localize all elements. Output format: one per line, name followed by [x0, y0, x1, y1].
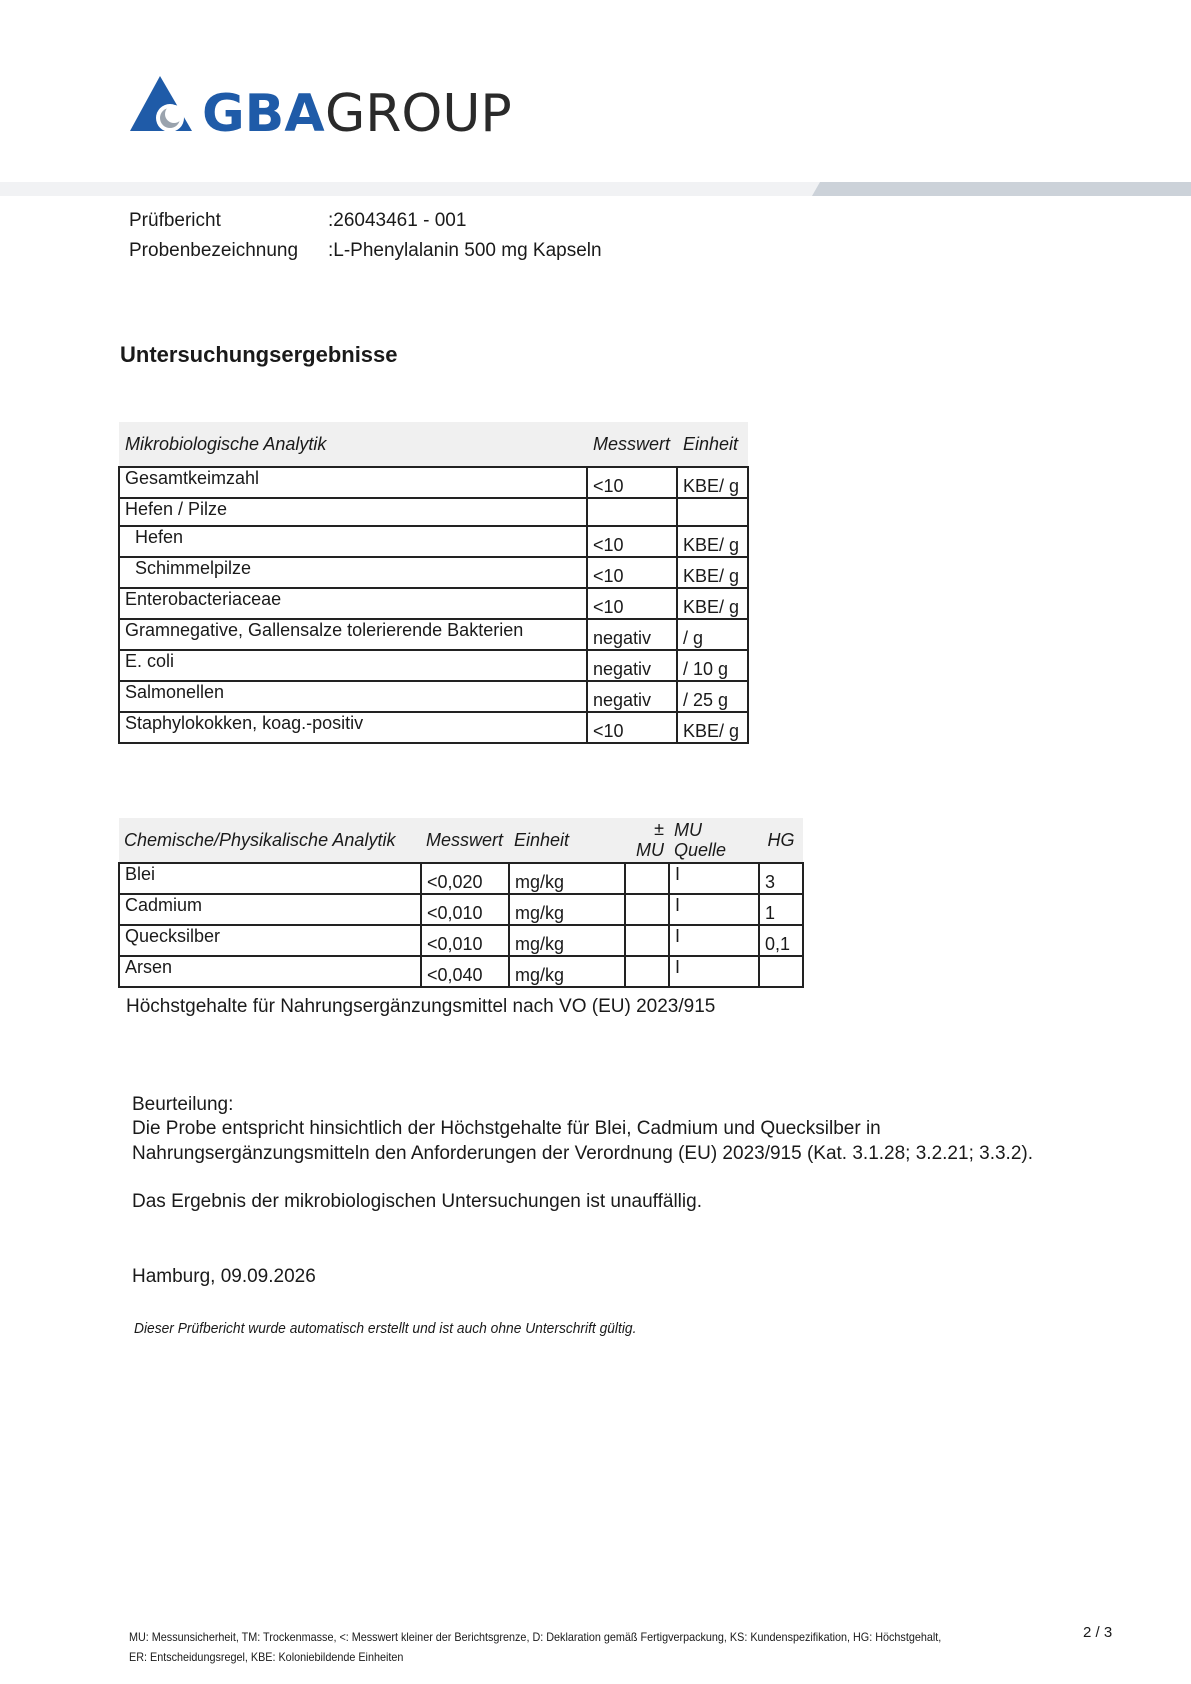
micro-value: negativ	[593, 628, 652, 648]
auto-generated-note: Dieser Prüfbericht wurde automatisch erstellt und ist auch ohne Unterschrift gültig.	[134, 1320, 637, 1337]
report-number-value: :26043461 - 001	[328, 210, 467, 231]
micro-header-row	[119, 422, 748, 467]
table-row	[119, 681, 748, 712]
micro-unit: / g	[683, 628, 704, 648]
micro-unit	[683, 499, 742, 507]
micro-name: Salmonellen	[119, 681, 587, 712]
chem-name: Cadmium	[119, 894, 421, 925]
table-row	[119, 863, 803, 894]
sample-name-value: :L-Phenylalanin 500 mg Kapseln	[328, 240, 602, 261]
chem-mu	[625, 956, 669, 987]
micro-name: Enterobacteriaceae	[119, 588, 587, 619]
chem-unit: mg/kg	[515, 934, 565, 954]
gba-logo-mark-icon	[130, 76, 530, 136]
table-row	[119, 894, 803, 925]
logo-text-group: GROUP	[325, 84, 512, 136]
micro-name: Schimmelpilze	[119, 557, 587, 588]
micro-value: negativ	[593, 659, 652, 679]
micro-value: <10	[593, 535, 624, 555]
section-title: Untersuchungsergebnisse	[120, 342, 398, 367]
micro-name: E. coli	[119, 650, 587, 681]
micro-name: Hefen	[119, 526, 587, 557]
chem-header-unit: Einheit	[509, 818, 625, 863]
micro-unit: / 10 g	[683, 659, 729, 679]
micro-name: Staphylokokken, koag.-positiv	[119, 712, 587, 743]
chem-mu-source: I	[669, 956, 759, 987]
chem-name: Quecksilber	[119, 925, 421, 956]
logo-text-gba: GBA	[202, 84, 325, 136]
chem-header-analysis: Chemische/Physikalische Analytik	[119, 818, 421, 863]
table-row	[119, 588, 748, 619]
micro-header-value: Messwert	[587, 422, 677, 467]
table-row	[119, 619, 748, 650]
gba-group-logo	[130, 76, 530, 141]
micro-unit: KBE/ g	[683, 597, 740, 617]
header-band	[0, 182, 1191, 198]
micro-unit: KBE/ g	[683, 476, 740, 496]
table-row	[119, 956, 803, 987]
chem-unit: mg/kg	[515, 965, 565, 985]
chem-header-hg: HG	[759, 818, 803, 863]
micro-value: <10	[593, 721, 624, 741]
chem-value: <0,010	[427, 934, 483, 954]
micro-value	[593, 499, 671, 507]
chem-mu-source: I	[669, 863, 759, 894]
report-number-label: Prüfbericht	[129, 210, 221, 231]
table-row	[119, 557, 748, 588]
chem-header-row	[119, 818, 803, 863]
micro-unit: / 25 g	[683, 690, 729, 710]
chem-header-value: Messwert	[421, 818, 509, 863]
micro-value: <10	[593, 566, 624, 586]
chem-value: <0,010	[427, 903, 483, 923]
table-row	[119, 925, 803, 956]
chem-mu	[625, 894, 669, 925]
chem-name: Blei	[119, 863, 421, 894]
chem-mu-source: I	[669, 894, 759, 925]
max-levels-note: Höchstgehalte für Nahrungsergänzungsmittel nach VO (EU) 2023/915	[126, 996, 716, 1017]
chem-table	[118, 818, 804, 988]
micro-value: <10	[593, 476, 624, 496]
micro-unit: KBE/ g	[683, 535, 740, 555]
micro-value: <10	[593, 597, 624, 617]
micro-header-unit: Einheit	[677, 422, 748, 467]
chem-unit: mg/kg	[515, 903, 565, 923]
place-date: Hamburg, 09.09.2026	[132, 1266, 316, 1287]
micro-name: Gramnegative, Gallensalze tolerierende Bakterien	[119, 619, 587, 650]
chem-mu	[625, 925, 669, 956]
chem-hg: 1	[765, 903, 776, 923]
micro-name: Gesamtkeimzahl	[119, 467, 587, 498]
footer-line-2: ER: Entscheidungsregel, KBE: Koloniebildende Einheiten	[129, 1650, 404, 1664]
table-row	[119, 650, 748, 681]
table-row	[119, 526, 748, 557]
chem-hg: 0,1	[765, 934, 791, 954]
table-row	[119, 467, 748, 498]
sample-name-label: Probenbezeichnung	[129, 240, 299, 261]
chem-value: <0,020	[427, 872, 483, 892]
chem-value: <0,040	[427, 965, 483, 985]
micro-result-text: Das Ergebnis der mikrobiologischen Untersuchungen ist unauffällig.	[132, 1191, 702, 1212]
micro-unit: KBE/ g	[683, 721, 740, 741]
chem-name: Arsen	[119, 956, 421, 987]
footer-line-1: MU: Messunsicherheit, TM: Trockenmasse, <: Messwert kleiner der Berichtsgrenze, D: Deklaration gemäß Fertigverpackung, KS: Kundenspezifikation, HG: Höchstgehalt,	[129, 1630, 942, 1644]
chem-header-mu-source: MU Quelle	[669, 818, 759, 863]
page-number: 2 / 3	[1083, 1624, 1113, 1641]
assessment-line-1: Die Probe entspricht hinsichtlich der Höchstgehalte für Blei, Cadmium und Quecksilber in	[132, 1118, 881, 1139]
chem-mu-source: I	[669, 925, 759, 956]
table-row	[119, 498, 748, 526]
chem-hg: 3	[765, 872, 776, 892]
micro-name: Hefen / Pilze	[119, 498, 587, 526]
micro-value: negativ	[593, 690, 652, 710]
chem-header-mu: ± MU	[625, 818, 669, 863]
assessment-line-2: Nahrungsergänzungsmitteln den Anforderungen der Verordnung (EU) 2023/915 (Kat. 3.1.28; 3.2.21; 3.3.2).	[132, 1143, 1033, 1164]
table-row	[119, 712, 748, 743]
chem-unit: mg/kg	[515, 872, 565, 892]
chem-mu	[625, 863, 669, 894]
micro-header-analysis: Mikrobiologische Analytik	[119, 422, 587, 467]
micro-unit: KBE/ g	[683, 566, 740, 586]
chem-hg	[765, 957, 797, 965]
micro-table	[118, 422, 749, 744]
assessment-label: Beurteilung:	[132, 1094, 234, 1115]
